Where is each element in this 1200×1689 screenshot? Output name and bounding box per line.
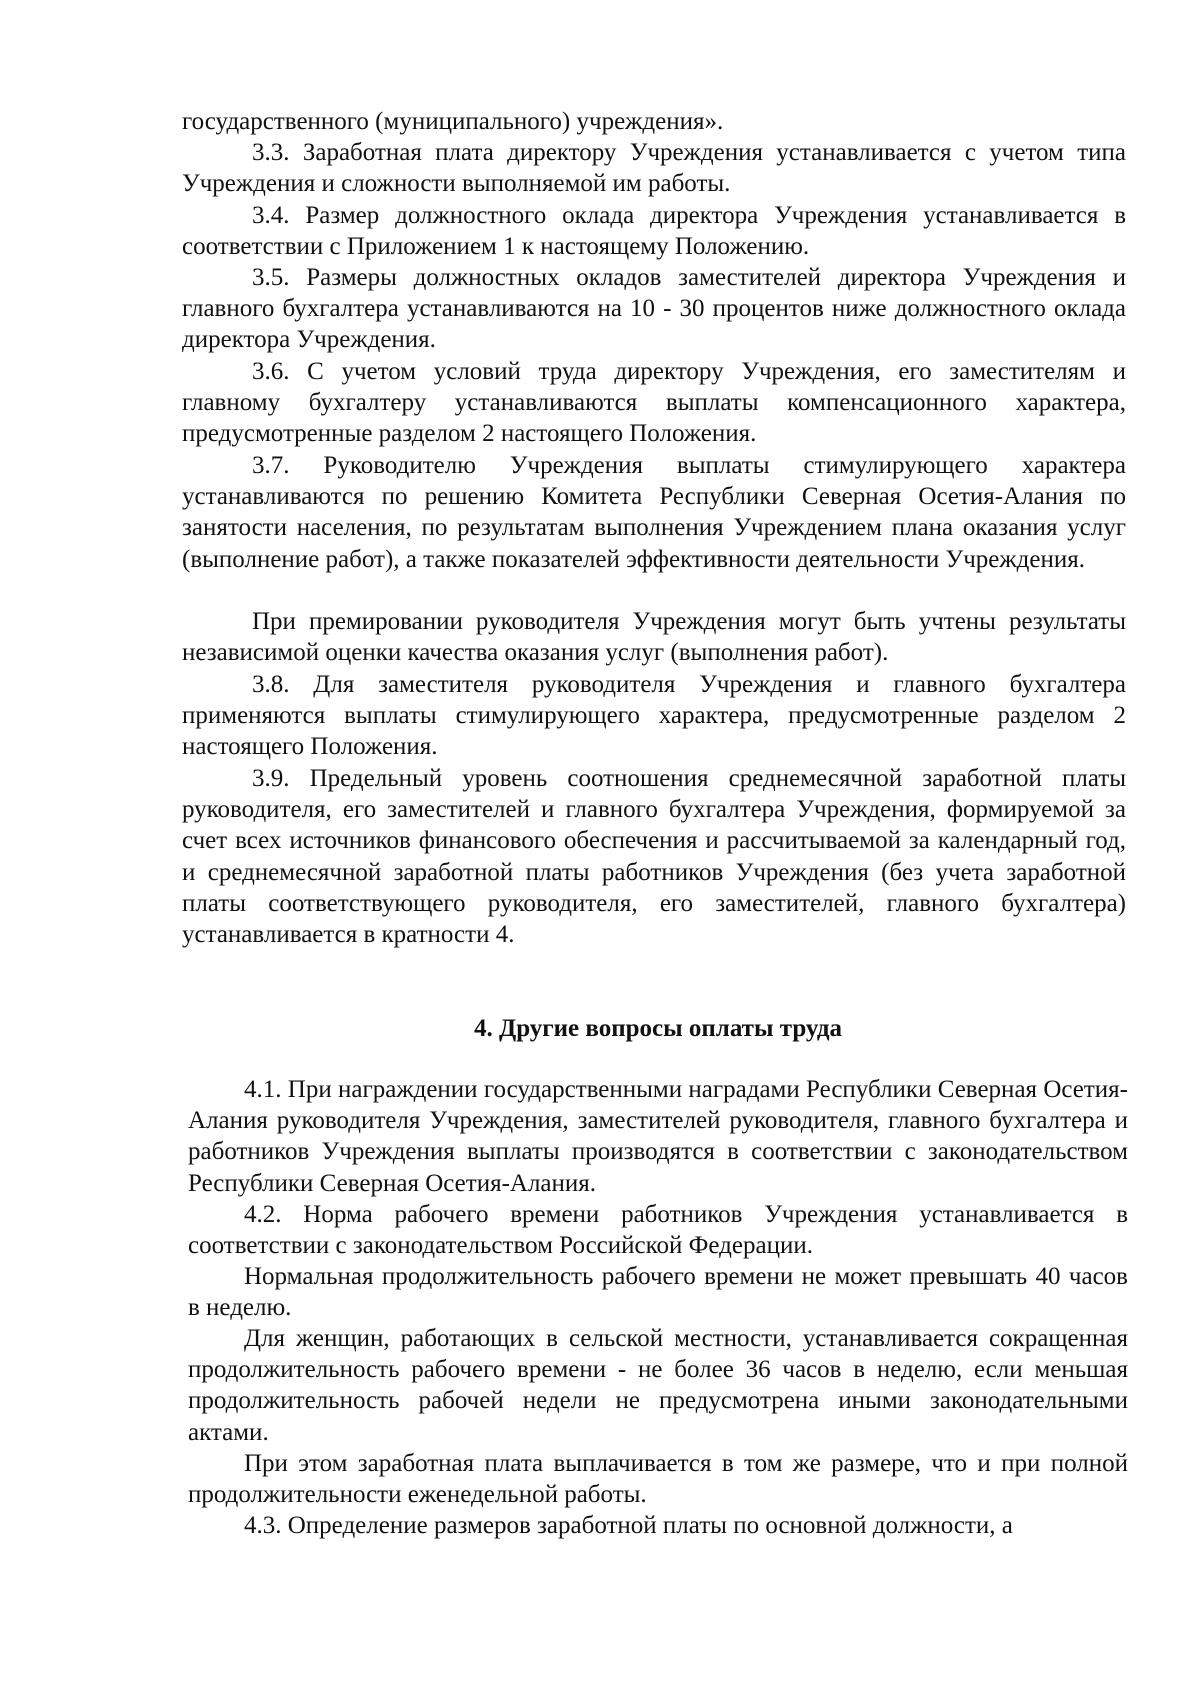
paragraph-3-7-premium: При премировании руководителя Учреждения могут быть учтены результаты независимой оценки качества оказания услуг (выполнения работ). (182, 608, 1126, 667)
paragraph-3-6: 3.6. С учетом условий труда директору Учреждения, его заместителям и главному бухгалтеру устанавливаются выплаты компенсационного характера, предусмотренные разделом 2 настоящего Положения. (182, 358, 1126, 448)
paragraph-3-7: 3.7. Руководителю Учреждения выплаты стимулирующего характера устанавливаются по решению Комитета Республики Северная Осетия-Алания по занятости населения, по результатам выполнения Учреждением плана оказания услуг (выполнение работ), а также показателей эффективности деятельности Учреждения. (182, 452, 1126, 573)
paragraph-3-4: 3.4. Размер должностного оклада директора Учреждения устанавливается в соответствии с Приложением 1 к настоящему Положению. (182, 202, 1126, 261)
paragraph-4-2: 4.2. Норма рабочего времени работников Учреждения устанавливается в соответствии с законодательством Российской Федерации. (188, 1201, 1128, 1260)
paragraph-4-2-normal-hours: Нормальная продолжительность рабочего времени не может превышать 40 часов в неделю. (188, 1263, 1128, 1322)
paragraph-3-3: 3.3. Заработная плата директору Учреждения устанавливается с учетом типа Учреждения и сложности выполняемой им работы. (182, 139, 1126, 198)
paragraph-4-1: 4.1. При награждении государственными наградами Республики Северная Осетия-Алания руководителя Учреждения, заместителей руководителя, главного бухгалтера и работников Учреждения выплаты производятся в соответствии с законодательством Республики Северная Осетия-Алания. (188, 1076, 1128, 1197)
paragraph-4-3: 4.3. Определение размеров заработной платы по основной должности, а (244, 1512, 1013, 1539)
paragraph-4-2-pay: При этом заработная плата выплачивается в том же размере, что и при полной продолжительности еженедельной работы. (188, 1450, 1128, 1509)
section-4-heading: 4. Другие вопросы оплаты труда (474, 1015, 842, 1042)
paragraph-continuation: государственного (муниципального) учреждения». (182, 108, 724, 135)
paragraph-3-5: 3.5. Размеры должностных окладов заместителей директора Учреждения и главного бухгалтера устанавливаются на 10 - 30 процентов ниже должностного оклада директора Учреждения. (182, 264, 1126, 354)
paragraph-3-9: 3.9. Предельный уровень соотношения среднемесячной заработной платы руководителя, его заместителей и главного бухгалтера Учреждения, формируемой за счет всех источников финансового обеспечения и рассчитываемой за календарный год, и среднемесячной заработной платы работников Учреждения (без учета заработной платы соответствующего руководителя, его заместителей, главного бухгалтера) устанавливается в кратности 4. (182, 765, 1126, 949)
paragraph-3-8: 3.8. Для заместителя руководителя Учреждения и главного бухгалтера применяются выплаты стимулирующего характера, предусмотренные разделом 2 настоящего Положения. (182, 671, 1126, 761)
paragraph-4-2-women: Для женщин, работающих в сельской местности, устанавливается сокращенная продолжительность рабочего времени - не более 36 часов в неделю, если меньшая продолжительность рабочей недели не предусмотрена иными законодательными актами. (188, 1325, 1128, 1446)
